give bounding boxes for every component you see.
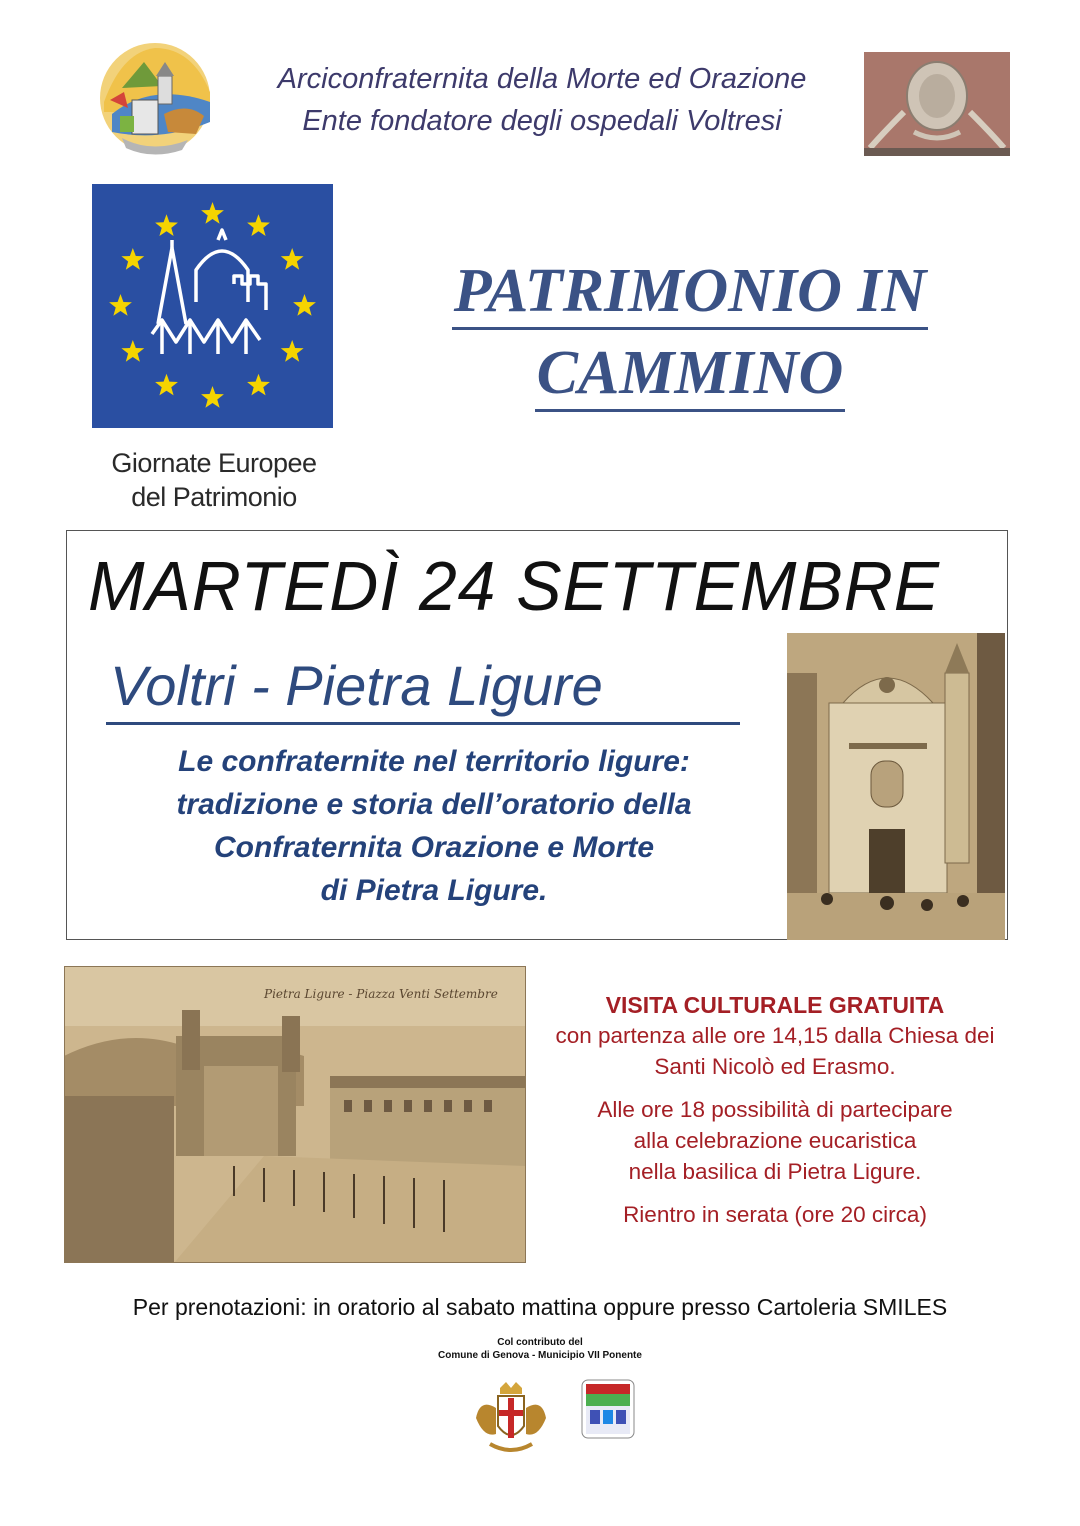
municipio-coat-of-arms-icon [580, 1378, 636, 1440]
header-text [232, 58, 852, 142]
event-date: MARTEDÌ 24 SETTEMBRE [88, 547, 940, 625]
genova-coat-of-arms-icon [470, 1378, 552, 1458]
historic-postcard-photo [64, 966, 526, 1263]
contribution-line-2: Comune di Genova - Municipio VII Ponente [438, 1350, 642, 1361]
visit-info [540, 990, 1010, 1230]
confraternity-logo-icon [92, 42, 218, 160]
booking-info: Per prenotazioni: in oratorio al sabato mattina oppure presso Cartoleria SMILES [132, 1294, 948, 1320]
church-facade-photo [787, 633, 1005, 940]
subtitle-line-2: tradizione e storia dell’oratorio della [176, 788, 692, 821]
visit-heading: VISITA CULTURALE GRATUITA [605, 992, 945, 1018]
header-line-2: Ente fondatore degli ospedali Voltresi [302, 105, 782, 137]
subtitle-line-3: Confraternita Orazione e Morte [213, 831, 655, 864]
route-underline [106, 722, 740, 725]
departure-line-2: Santi Nicolò ed Erasmo. [654, 1054, 896, 1079]
title-line-2: CAMMINO [535, 337, 846, 412]
header-line-1: Arciconfraternita della Morte ed Orazione [277, 63, 807, 95]
event-subtitle [104, 740, 764, 912]
return-line: Rientro in serata (ore 20 circa) [623, 1202, 927, 1227]
subtitle-line-1: Le confraternite nel territorio ligure: [178, 745, 690, 778]
eu-caption-line-1: Giornate Europee [111, 448, 317, 478]
postcard-caption: Pietra Ligure - Piazza Venti Settembre [264, 987, 498, 1001]
contribution-line-1: Col contributo del [497, 1337, 583, 1348]
mass-line-2: alla celebrazione eucaristica [633, 1128, 917, 1153]
contribution-note [340, 1336, 740, 1362]
page-title [370, 250, 1010, 414]
mass-line-1: Alle ore 18 possibilità di partecipare [597, 1097, 953, 1122]
departure-line-1: con partenza alle ore 14,15 dalla Chiesa dei [555, 1023, 995, 1048]
eu-heritage-logo-icon [92, 184, 333, 428]
eu-logo-caption [84, 446, 344, 514]
title-line-1: PATRIMONIO IN [452, 255, 929, 330]
mass-line-3: nella basilica di Pietra Ligure. [628, 1159, 922, 1184]
event-route: Voltri - Pietra Ligure [110, 654, 603, 717]
crest-relief-photo [864, 52, 1010, 156]
subtitle-line-4: di Pietra Ligure. [320, 874, 548, 907]
eu-caption-line-2: del Patrimonio [131, 482, 297, 512]
